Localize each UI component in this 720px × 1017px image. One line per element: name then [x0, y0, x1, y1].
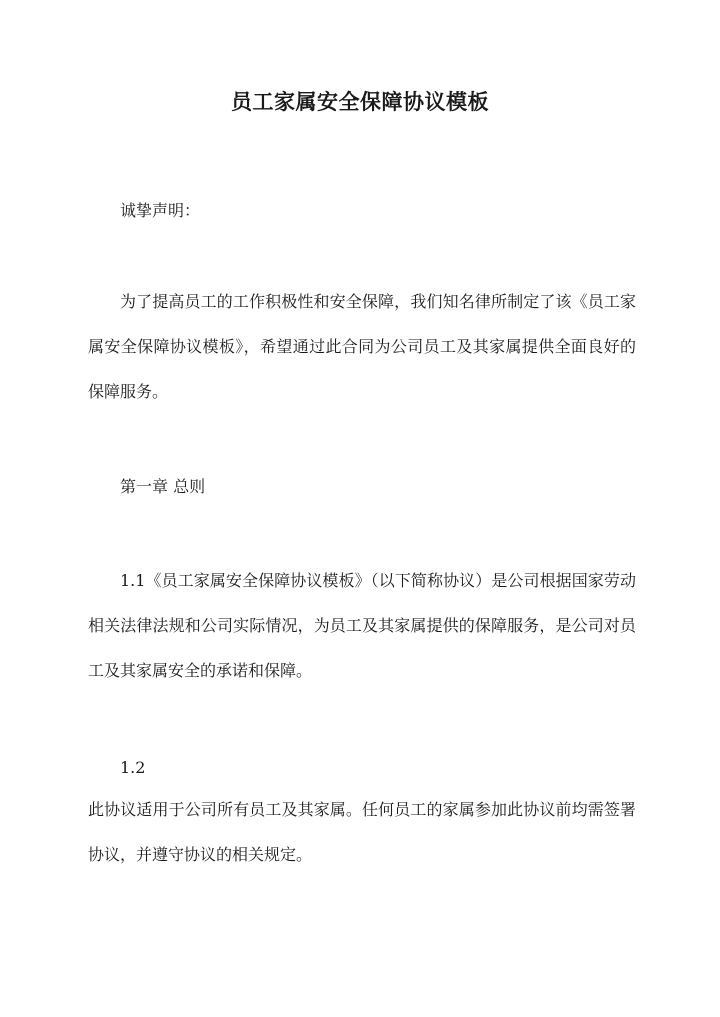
clause-1-2-text: 此协议适用于公司所有员工及其家属。任何员工的家属参加此协议前均需签署协议，并遵守协议的相关规定。	[88, 800, 636, 864]
clause-1-2-number: 1.2	[120, 758, 146, 777]
greeting-line: 诚挚声明：	[120, 201, 201, 220]
clause-1-1: 1.1《员工家属安全保障协议模板》（以下简称协议）是公司根据国家劳动相关法律法规和公司实际情况，为员工及其家属提供的保障服务，是公司对员工及其家属安全的承诺和保障。	[88, 571, 636, 680]
chapter-heading: 第一章 总则	[120, 477, 206, 496]
document-title: 员工家属安全保障协议模板	[231, 89, 489, 114]
intro-paragraph: 为了提高员工的工作积极性和安全保障，我们知名律所制定了该《员工家属安全保障协议模板》，希望通过此合同为公司员工及其家属提供全面良好的保障服务。	[88, 292, 636, 401]
